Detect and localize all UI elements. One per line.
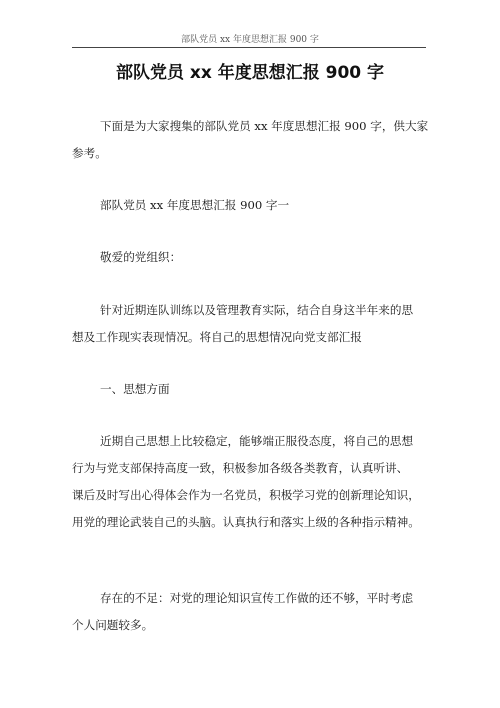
header-divider — [72, 47, 426, 48]
shortcomings-paragraph — [72, 585, 432, 639]
paragraph-line: 一、思想方面 — [100, 382, 170, 396]
paragraph-line: 课后及时写出心得体会作为一名党员，积极学习党的创新理论知识， — [72, 488, 420, 502]
paragraph-line: 用党的理论武装自己的头脑。认真执行和落实上级的各种指示精神。 — [72, 515, 420, 529]
paragraph-line: 针对近期连队训练以及管理教育实际，结合自身这半年来的思 — [100, 303, 414, 317]
thought-paragraph — [72, 428, 432, 536]
paragraph-line: 参考。 — [72, 146, 107, 160]
document-title: 部队党员 xx 年度思想汇报 900 字 — [115, 63, 385, 83]
opening-paragraph — [72, 297, 432, 351]
running-header: 部队党员 xx 年度思想汇报 900 字 — [181, 35, 319, 45]
section-heading — [72, 192, 432, 219]
subsection-heading — [72, 376, 432, 403]
paragraph-line: 存在的不足：对党的理论知识宣传工作做的还不够，平时考虑 — [100, 591, 414, 605]
intro-paragraph — [72, 113, 432, 167]
paragraph-line: 近期自己思想上比较稳定，能够端正服役态度，将自己的思想 — [100, 434, 414, 448]
paragraph-line: 行为与党支部保持高度一致，积极参加各级各类教育，认真听讲、 — [72, 461, 409, 475]
paragraph-line: 下面是为大家搜集的部队党员 xx 年度思想汇报 900 字，供大家 — [100, 119, 429, 133]
paragraph-line: 部队党员 xx 年度思想汇报 900 字一 — [100, 198, 290, 212]
salutation — [72, 244, 432, 271]
paragraph-line: 敬爱的党组织： — [100, 250, 182, 264]
paragraph-line: 想及工作现实表现情况。将自己的思想情况向党支部汇报 — [72, 330, 362, 344]
paragraph-line: 个人问题较多。 — [72, 618, 154, 632]
